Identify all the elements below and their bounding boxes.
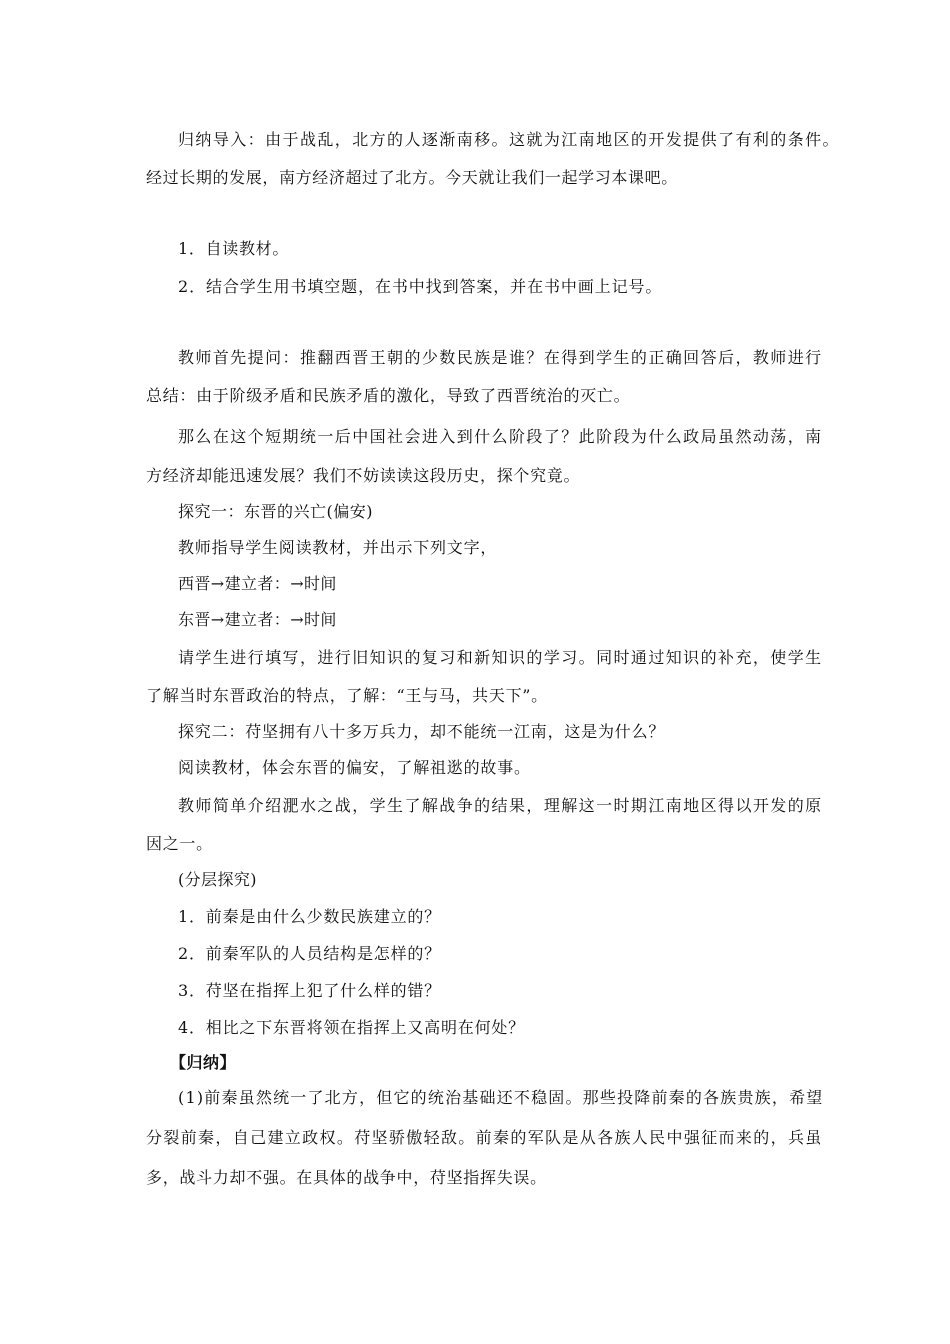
question-item: 2．前秦军队的人员结构是怎样的？: [178, 944, 441, 963]
paragraph-line: 多，战斗力却不强。在具体的战争中，苻坚指挥失误。: [146, 1168, 547, 1187]
section-heading: 探究一：东晋的兴亡(偏安): [178, 502, 373, 521]
paragraph-line: 那么在这个短期统一后中国社会进入到什么阶段了？此阶段为什么政局虽然动荡，南: [178, 427, 823, 446]
sub-heading: (分层探究): [178, 870, 257, 889]
question-item: 4．相比之下东晋将领在指挥上又高明在何处？: [178, 1018, 525, 1037]
paragraph-line: 教师首先提问：推翻西晋王朝的少数民族是谁？在得到学生的正确回答后，教师进行: [178, 348, 823, 367]
paragraph-line: 请学生进行填写，进行旧知识的复习和新知识的学习。同时通过知识的补充，使学生: [178, 648, 823, 667]
question-item: 1．前秦是由什么少数民族建立的？: [178, 907, 441, 926]
paragraph-line: 东晋→建立者：→时间: [178, 610, 337, 629]
paragraph-line: 教师指导学生阅读教材，并出示下列文字，: [178, 538, 498, 557]
paragraph-line: 西晋→建立者：→时间: [178, 574, 337, 593]
paragraph-line: 经过长期的发展，南方经济超过了北方。今天就让我们一起学习本课吧。: [146, 168, 678, 187]
paragraph-line: 归纳导入：由于战乱，北方的人逐渐南移。这就为江南地区的开发提供了有利的条件。: [178, 130, 840, 149]
paragraph-line: (1)前秦虽然统一了北方，但它的统治基础还不稳固。那些投降前秦的各族贵族，希望: [178, 1088, 824, 1107]
list-item: 2．结合学生用书填空题，在书中找到答案，并在书中画上记号。: [178, 277, 663, 296]
paragraph-line: 总结：由于阶级矛盾和民族矛盾的激化，导致了西晋统治的灭亡。: [146, 386, 631, 405]
paragraph-line: 分裂前秦，自己建立政权。苻坚骄傲轻敌。前秦的军队是从各族人民中强征而来的，兵虽: [146, 1128, 823, 1147]
paragraph-line: 教师简单介绍淝水之战，学生了解战争的结果，理解这一时期江南地区得以开发的原: [178, 796, 823, 815]
paragraph-line: 阅读教材，体会东晋的偏安，了解祖逖的故事。: [178, 758, 531, 777]
list-item: 1．自读教材。: [178, 239, 290, 258]
section-heading: 探究二：苻坚拥有八十多万兵力，却不能统一江南，这是为什么？: [178, 722, 666, 741]
question-item: 3．苻坚在指挥上犯了什么样的错？: [178, 981, 441, 1000]
paragraph-line: 了解当时东晋政治的特点，了解：“王与马，共天下”。: [146, 686, 548, 705]
paragraph-line: 方经济却能迅速发展？我们不妨读读这段历史，探个究竟。: [146, 466, 581, 485]
paragraph-line: 因之一。: [146, 834, 213, 853]
summary-heading: 【归纳】: [170, 1053, 237, 1072]
